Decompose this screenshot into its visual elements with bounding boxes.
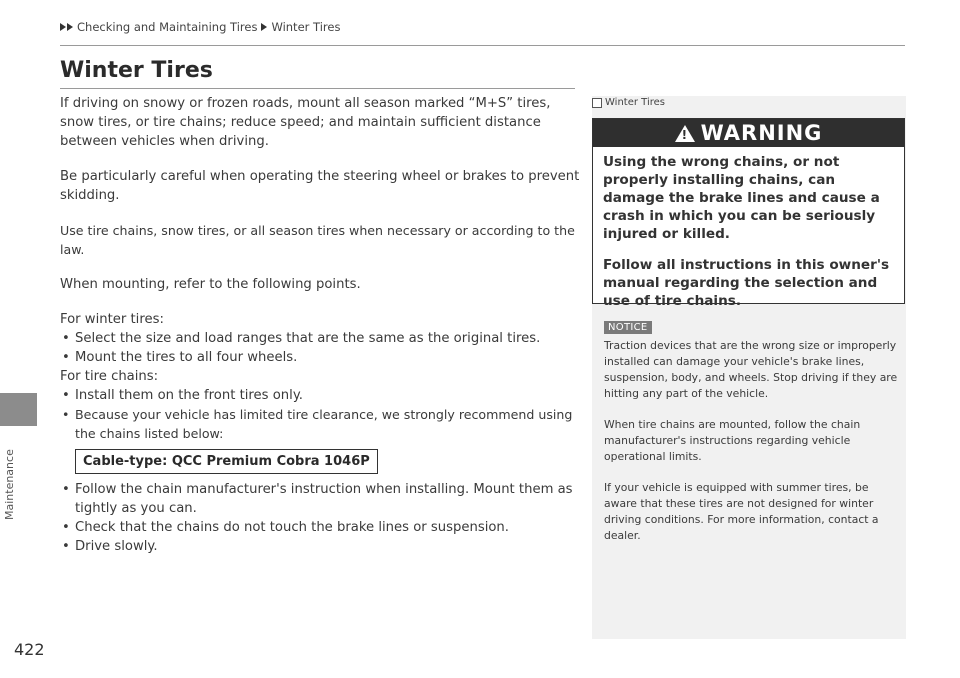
list-item: • Check that the chains do not touch the brake lines or suspension. bbox=[60, 518, 580, 537]
paragraph-mounting-points: When mounting, refer to the following points. bbox=[60, 277, 361, 292]
main-content bbox=[60, 94, 580, 556]
tire-chains-heading: For tire chains: bbox=[60, 369, 159, 384]
sidebar-reference bbox=[592, 97, 665, 108]
list-item: • Drive slowly. bbox=[60, 537, 580, 556]
warning-text-chains: Using the wrong chains, or not properly installing chains, can damage the brake lines and cause a crash in which you can be seriously injured or killed. bbox=[603, 154, 880, 242]
list-item: • Select the size and load ranges that are the same as the original tires. bbox=[60, 329, 580, 348]
tire-chains-list-continued bbox=[60, 480, 580, 556]
notice-paragraph-traction: Traction devices that are the wrong size or improperly installed can damage your vehicle's brake lines, suspension, body, and wheels. Stop driving if they are hitting any part of the vehicle. bbox=[604, 339, 898, 400]
sidebar-reference-title: Winter Tires bbox=[605, 97, 665, 108]
notice-badge: NOTICE bbox=[604, 321, 652, 334]
winter-tires-heading: For winter tires: bbox=[60, 312, 164, 327]
breadcrumb-item-checking-tires[interactable]: Checking and Maintaining Tires bbox=[77, 20, 258, 34]
warning-body bbox=[593, 147, 904, 310]
reference-icon bbox=[592, 98, 602, 108]
warning-header bbox=[593, 119, 904, 147]
list-item: • Because your vehicle has limited tire clearance, we strongly recommend using the chains listed below: bbox=[60, 405, 580, 443]
breadcrumb-item-winter-tires[interactable]: Winter Tires bbox=[271, 20, 341, 34]
paragraph-use-chains-law: Use tire chains, snow tires, or all season tires when necessary or according to the law. bbox=[60, 223, 575, 257]
breadcrumb bbox=[60, 20, 344, 34]
page-title: Winter Tires bbox=[60, 58, 213, 83]
notice-paragraph-limits: When tire chains are mounted, follow the chain manufacturer's instructions regarding vehicle operational limits. bbox=[604, 418, 861, 463]
winter-tires-list bbox=[60, 329, 580, 367]
notice-text bbox=[604, 338, 899, 559]
breadcrumb-arrow-icon bbox=[261, 23, 267, 31]
list-item: • Install them on the front tires only. bbox=[60, 386, 580, 405]
paragraph-snowy-roads: If driving on snowy or frozen roads, mount all season marked “M+S” tires, snow tires, or tire chains; reduce speed; and maintain sufficient distance between vehicles when driving. bbox=[60, 96, 551, 149]
tire-chains-list bbox=[60, 386, 580, 443]
title-divider bbox=[60, 88, 575, 89]
warning-text-follow: Follow all instructions in this owner's manual regarding the selection and use of tire chains. bbox=[603, 257, 890, 309]
section-tab-label: Maintenance bbox=[3, 449, 16, 520]
warning-label: WARNING bbox=[700, 121, 823, 145]
list-item: • Follow the chain manufacturer's instruction when installing. Mount them as tightly as you can. bbox=[60, 480, 580, 518]
breadcrumb-arrow-icon bbox=[60, 23, 66, 31]
warning-triangle-icon bbox=[675, 125, 695, 142]
notice-paragraph-summer-tires: If your vehicle is equipped with summer tires, be aware that these tires are not designed for winter driving conditions. For more information, contact a dealer. bbox=[604, 481, 879, 542]
cable-type-box: Cable-type: QCC Premium Cobra 1046P bbox=[75, 449, 378, 474]
warning-box bbox=[592, 118, 905, 309]
list-item: • Mount the tires to all four wheels. bbox=[60, 348, 580, 367]
paragraph-careful-steering: Be particularly careful when operating the steering wheel or brakes to prevent skidding. bbox=[60, 169, 580, 203]
header-divider bbox=[60, 45, 905, 46]
page-number: 422 bbox=[14, 640, 45, 659]
breadcrumb-arrow-icon bbox=[67, 23, 73, 31]
